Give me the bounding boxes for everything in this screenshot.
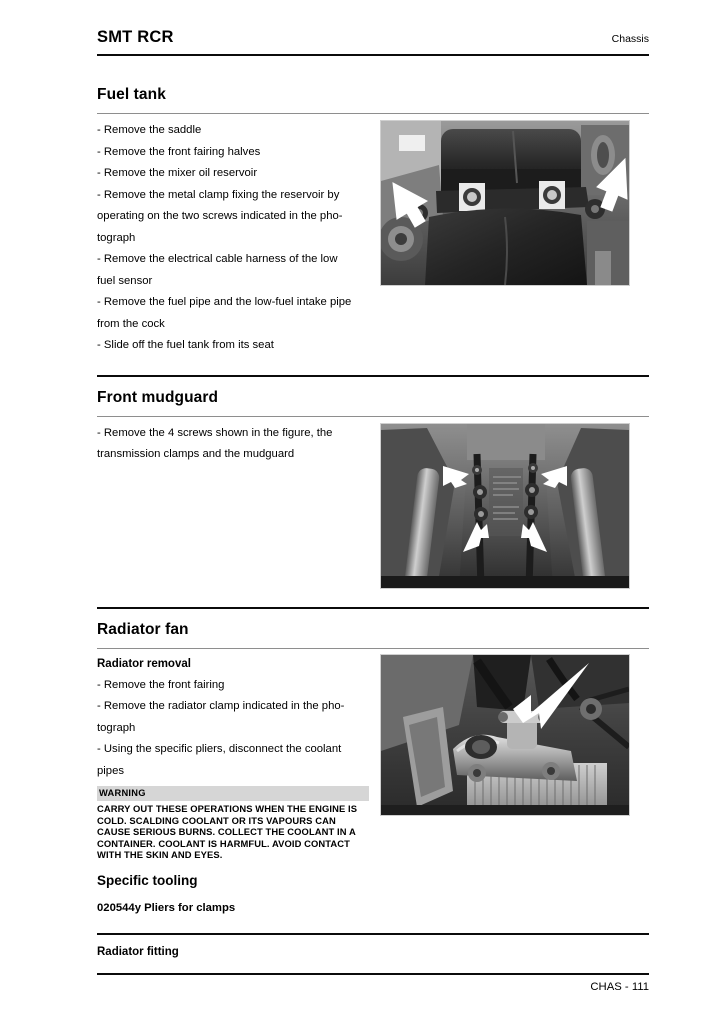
step-item: operating on the two screws indicated in the pho- [97,210,343,222]
step-item: - Slide off the fuel tank from its seat [97,339,274,351]
page-header [97,28,649,54]
step-item: - Remove the fuel pipe and the low-fuel intake pipe [97,296,352,308]
warning-label: WARNING [97,786,369,801]
step-item: - Remove the saddle [97,124,202,136]
front-mudguard-figure [375,423,630,589]
radiator-fan-body [97,654,649,919]
warning-line: WITH THE SKIN AND EYES. [97,849,223,861]
step-item: - Using the specific pliers, disconnect the coolant [97,743,342,755]
page-content [97,28,649,993]
step-item: transmission clamps and the mudguard [97,448,295,460]
manual-title: SMT RCR [97,28,174,46]
step-item: - Remove the front fairing [97,678,225,691]
step-item: - Remove the electrical cable harness of the low [97,253,338,265]
front-mudguard-photo [380,423,630,589]
fuel-tank-instructions [97,120,375,357]
specific-tooling-item: 020544y Pliers for clamps [97,901,236,914]
radiator-figure [375,654,630,816]
section-title-radiator-fan: Radiator fan [97,620,189,638]
radiator-fan-instructions [97,654,375,919]
step-item: from the cock [97,317,165,330]
step-item: fuel sensor [97,274,153,287]
step-item: - Remove the front fairing halves [97,145,261,158]
warning-text [97,801,369,861]
subheading-radiator-removal: Radiator removal [97,657,191,670]
fuel-tank-photo [380,120,630,286]
page-reference: CHAS - 111 [590,980,649,993]
section-title-fuel-tank: Fuel tank [97,86,166,103]
fuel-tank-figure [375,120,630,286]
front-mudguard-body [97,423,649,589]
heading-specific-tooling: Specific tooling [97,872,198,888]
step-item: - Remove the radiator clamp indicated in the pho- [97,700,345,712]
warning-line: CAUSE SERIOUS BURNS. COLLECT THE COOLANT IN A [97,826,356,838]
step-item: - Remove the 4 screws shown in the figure, the [97,426,333,439]
warning-line: COLD. SCALDING COOLANT OR ITS VAPOURS CAN [97,814,336,826]
warning-line: CONTAINER. COOLANT IS HARMFUL. AVOID CONTACT [97,837,350,849]
fuel-tank-body [97,120,649,357]
step-item: - Remove the metal clamp fixing the reservoir by [97,188,340,201]
warning-line: CARRY OUT THESE OPERATIONS WHEN THE ENGINE IS [97,803,358,814]
radiator-photo [380,654,630,816]
chapter-marker: Chassis [611,33,649,45]
step-item: pipes [97,764,125,777]
step-item: - Remove the mixer oil reservoir [97,167,258,179]
section-title-front-mudguard: Front mudguard [97,388,219,406]
step-item: tograph [97,721,136,734]
step-item: tograph [97,231,136,244]
heading-radiator-fitting: Radiator fitting [97,945,179,958]
front-mudguard-instructions [97,423,375,466]
